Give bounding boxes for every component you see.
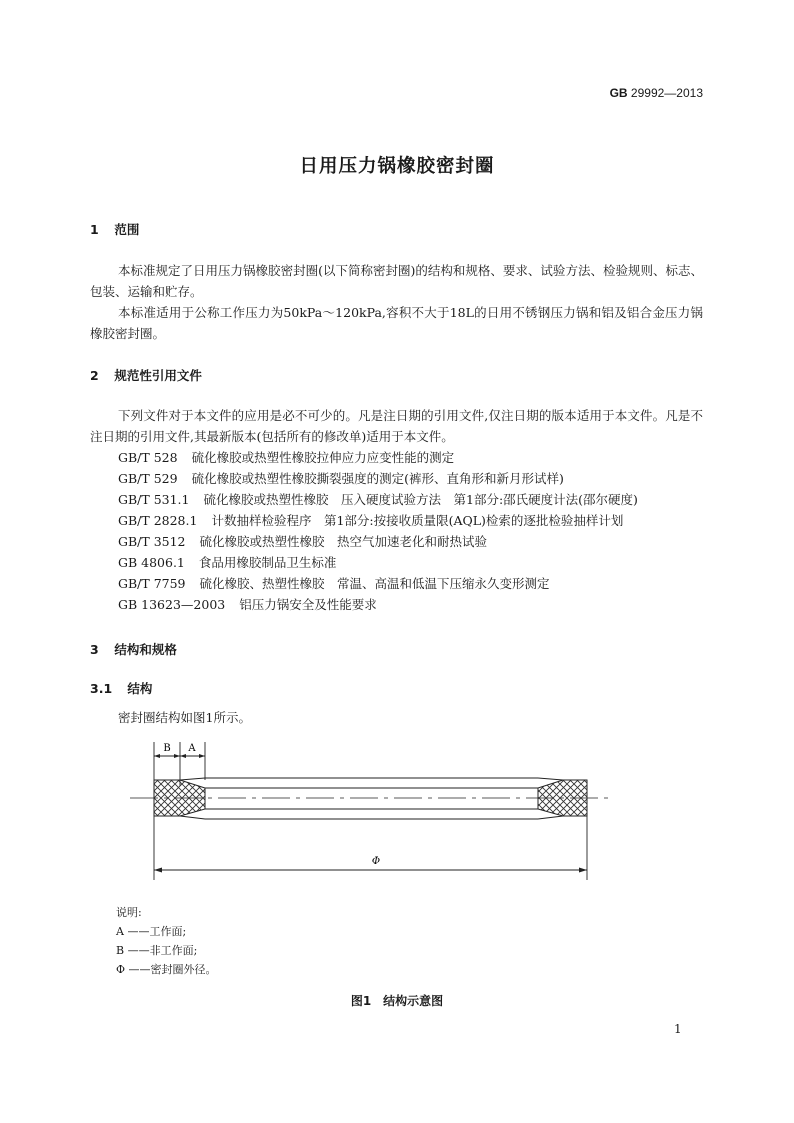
legend-title: 说明: <box>116 906 142 919</box>
legend-item-a: A ——工作面; <box>116 925 187 938</box>
figure-caption: 图1 结构示意图 <box>350 994 444 1008</box>
subsection-3-1-text: 密封圈结构如图1所示。 <box>118 710 251 725</box>
page-number: 1 <box>674 1022 682 1036</box>
label-a: A <box>188 743 196 754</box>
standard-code: 29992—2013 <box>630 86 703 100</box>
section-1-paragraph-2: 本标准适用于公称工作压力为50kPa～120kPa,容积不大于18L的日用不锈钢压力锅和铝及铝合金压力锅橡胶密封圈。 <box>90 305 703 341</box>
section-2-paragraph-1: 下列文件对于本文件的应用是必不可少的。凡是注日期的引用文件,仅注日期的版本适用于本文件。凡是不注日期的引用文件,其最新版本(包括所有的修改单)适用于本文件。 <box>90 408 703 444</box>
section-number: 3 <box>90 642 99 657</box>
section-title: 范围 <box>114 222 140 237</box>
subsection-number: 3.1 <box>90 681 113 696</box>
section-title: 规范性引用文件 <box>114 368 202 383</box>
reference-item: GB/T 529 硫化橡胶或热塑性橡胶撕裂强度的测定(裤形、直角形和新月形试样) <box>118 471 564 486</box>
reference-item: GB/T 3512 硫化橡胶或热塑性橡胶 热空气加速老化和耐热试验 <box>118 534 488 549</box>
reference-item: GB/T 531.1 硫化橡胶或热塑性橡胶 压入硬度试验方法 第1部分:邵氏硬度计法(邵尔硬度) <box>118 492 638 507</box>
subsection-title: 结构 <box>127 681 153 696</box>
label-b: B <box>163 743 171 754</box>
section-title: 结构和规格 <box>114 642 177 657</box>
section-number: 1 <box>90 222 99 237</box>
reference-item: GB 4806.1 食品用橡胶制品卫生标准 <box>118 555 337 570</box>
legend-item-b: B ——非工作面; <box>116 944 198 957</box>
reference-item: GB/T 2828.1 计数抽样检验程序 第1部分:按接收质量限(AQL)检索的逐批检验抽样计划 <box>118 513 624 528</box>
dimension-phi <box>154 816 587 880</box>
figure-legend <box>116 903 217 979</box>
reference-item: GB 13623—2003 铝压力锅安全及性能要求 <box>118 597 377 612</box>
seal-ring-section <box>154 778 587 819</box>
label-phi: Φ <box>371 856 381 867</box>
standard-prefix: GB <box>609 86 628 100</box>
reference-item: GB/T 528 硫化橡胶或热塑性橡胶拉伸应力应变性能的测定 <box>118 450 455 465</box>
legend-item-phi: Φ ——密封圈外径。 <box>116 963 217 976</box>
section-1-paragraph-1: 本标准规定了日用压力锅橡胶密封圈(以下简称密封圈)的结构和规格、要求、试验方法、检验规则、标志、包装、运输和贮存。 <box>90 263 703 299</box>
document-title: 日用压力锅橡胶密封圈 <box>299 156 495 177</box>
reference-item: GB/T 7759 硫化橡胶、热塑性橡胶 常温、高温和低温下压缩永久变形测定 <box>118 576 550 591</box>
section-number: 2 <box>90 368 99 383</box>
